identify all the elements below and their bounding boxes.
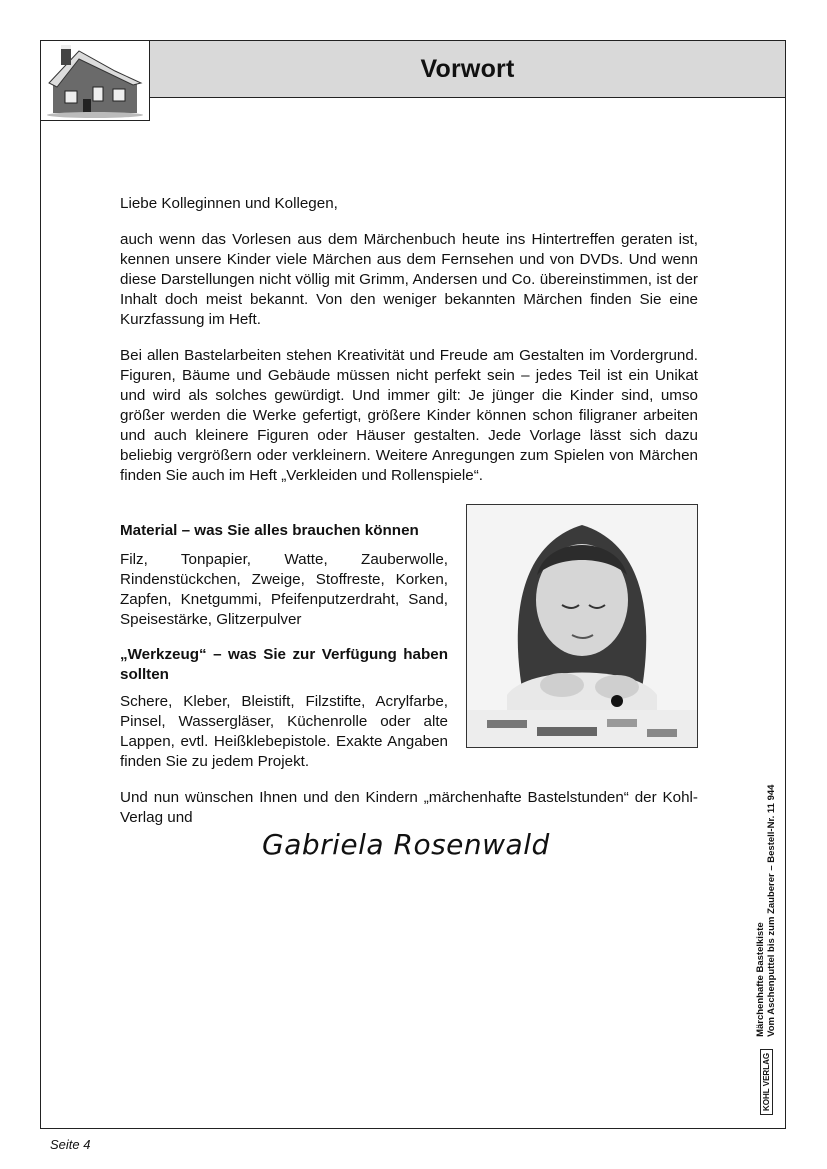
title-bar [149, 40, 786, 98]
gingerbread-house-image [40, 40, 150, 121]
paragraph-crafts [120, 346, 698, 486]
child-crafting-photo [466, 504, 698, 748]
tools-list: Schere, Kleber, Bleistift, Filzstifte, Acrylfarbe, Pinsel, Wassergläser, Küchenrolle oder alte Lappen, evtl. Heißklebepistole. Exakte Angaben finden Sie zu jedem Projekt. [120, 693, 448, 770]
publisher-logo: KOHL VERLAG [760, 1049, 773, 1115]
paragraph-intro-text: auch wenn das Vorlesen aus dem Märchenbuch heute ins Hintertreffen geraten ist, kennen unsere Kinder viele Märchen aus dem Fernsehen und von DVDs. Und wenn diese Darstellungen nicht völlig mit Grimm, Andersen und Co. übereinstimmen, ist der Inhalt doch meist bekannt. Von den weniger bekannten Märchen finden Sie eine Kurzfassung im Heft. [120, 231, 698, 328]
paragraph-crafts-text: Bei allen Bastelarbeiten stehen Kreativität und Freude am Gestalten im Vordergrund. Figuren, Bäume und Gebäude müssen nicht perfekt sein – jedes Teil ist ein Unikat und wird als solches gewürdigt. Und immer gilt: Je jünger die Kinder sind, umso größer werden die Werke gefertigt, größere Kinder können schon filigraner arbeiten und auch kleinere Figuren oder Häuser gestalten. Jede Vorlage lässt sich dazu beliebig vergrößern oder verkleinern. Weitere Anregungen zum Spielen von Märchen finden Sie auch im Heft „Verkleiden und Rollenspiele“. [120, 347, 698, 484]
signature: Gabriela Rosenwald [262, 828, 550, 861]
greeting [120, 194, 698, 214]
gingerbread-house-icon [41, 41, 148, 119]
material-list: Filz, Tonpapier, Watte, Zauberwolle, Rindenstückchen, Zweige, Stoffreste, Korken, Zapfen, Knetgummi, Pfeifenputzerdraht, Sand, Speisestärke, Glitzerpulver [120, 551, 448, 628]
paragraph-intro [120, 230, 698, 330]
sidebar-subtitle-order: Vom Aschenputtel bis zum Zauberer – Bestell-Nr. 11 944 [766, 784, 777, 1037]
sidebar-series-title: Märchenhafte Bastelkiste [755, 922, 766, 1037]
closing-paragraph [120, 788, 698, 828]
page-number: Seite 4 [50, 1137, 91, 1152]
closing-text: Und nun wünschen Ihnen und den Kindern „märchenhafte Bastelstunden“ der Kohl-Verlag und [120, 789, 698, 826]
tools-section [120, 645, 448, 772]
material-heading: Material – was Sie alles brauchen können [120, 522, 419, 539]
tools-heading: „Werkzeug“ – was Sie zur Verfügung haben sollten [120, 646, 448, 683]
page-title: Vorwort [420, 54, 515, 83]
child-crafting-illustration [467, 505, 697, 747]
greeting-text: Liebe Kolleginnen und Kollegen, [120, 195, 338, 212]
material-section [120, 521, 448, 630]
sidebar-imprint [755, 785, 777, 1115]
